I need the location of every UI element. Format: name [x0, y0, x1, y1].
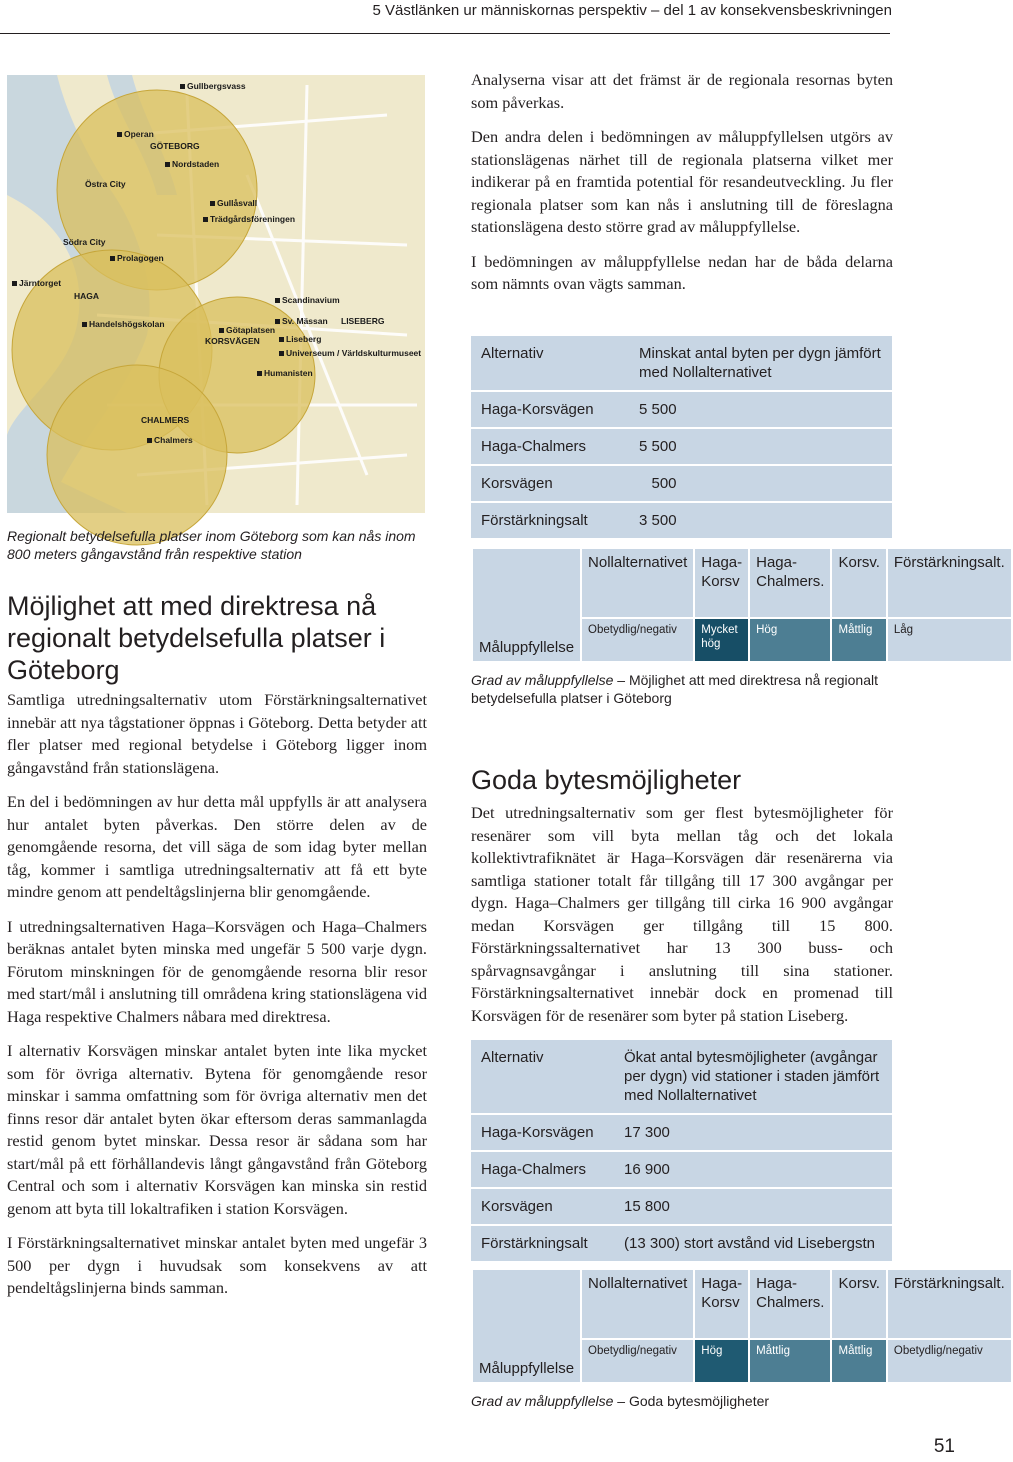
grade-header-cell: Haga-Korsv — [695, 1270, 748, 1338]
table-cell: Haga-Korsvägen — [471, 392, 631, 427]
table-row — [471, 466, 892, 501]
table-header-cell: Alternativ — [471, 1040, 616, 1113]
grade-header-cell: Nollalternativet — [582, 549, 693, 617]
grade-header-cell: Korsv. — [832, 549, 885, 617]
grade-value-cell: Obetydlig/negativ — [582, 619, 693, 661]
map-label: HAGA — [74, 291, 100, 301]
paragraph: I Förstärkningsalternativet minskar antalet byten med ungefär 3 500 per dygn i huvudsak som konsekvens av att pendeltågslinjerna binds samman. — [7, 1233, 427, 1297]
table-header-cell: Alternativ — [471, 336, 631, 390]
paragraph: Den andra delen i bedömningen av måluppfyllelsen utgörs av stationslägenas närhet till de regionala platserna vilket mer indikerar på en framtida potential för resandeutveckling. Ju fler regionala platser som kan nås i anslutning till de föreslagna stationslägena desto större grad av måluppfyllelse. — [471, 127, 893, 236]
map-label: CHALMERS — [141, 415, 190, 425]
table-cell: 5 500 — [631, 429, 892, 464]
grade-header-row — [473, 549, 1011, 617]
grade-value-cell: Måttlig — [750, 1340, 830, 1382]
section-body-bytesmojligheter — [471, 802, 893, 1039]
map-label: Järntorget — [19, 278, 62, 288]
map-label: LISEBERG — [341, 316, 385, 326]
paragraph: Samtliga utredningsalternativ utom Förstärkningsalternativet innebär att nya tågstationer öppnas i Göteborg. Detta betyder att fler platser med regional betydelse i Göteborg ligger inom gångavstånd från stationslägena. — [7, 690, 427, 777]
map-label: Chalmers — [154, 435, 193, 445]
map-label: Östra City — [85, 179, 126, 189]
grade-value-cell: Hög — [695, 1340, 748, 1382]
alternatives-table — [471, 334, 892, 540]
page-number: 51 — [933, 1436, 955, 1457]
grade-header-cell: Haga-Korsv — [695, 549, 748, 617]
table-header-cell: Ökat antal bytesmöjligheter (avgångar per dygn) vid stationer i staden jämfört med Nollalternativet — [616, 1040, 892, 1113]
grade-header-cell: Förstärkningsalt. — [888, 549, 1011, 617]
grade-header-cell: Haga-Chalmers. — [750, 1270, 830, 1338]
map-graphic — [7, 75, 425, 513]
map-label: Gullbergsvass — [187, 81, 246, 91]
table-cell: 17 300 — [616, 1115, 892, 1150]
table-cell: Haga-Chalmers — [471, 1152, 616, 1187]
paragraph: Det utredningsalternativ som ger flest bytesmöjligheter för resenärer som vill byta mellan tåg och det lokala kollektivtrafiknätet är Haga–Korsvägen där resenärerna via samtliga stationer totalt får tillgång till 17 300 avgångar per dygn. Haga–Chalmers ger tillgång till cirka 16 900 avgångar medan Korsvägen ger tillgång till 15 800. Förstärkningssalternativet har 13 300 buss- och spårvagnsavgångar i anslutning till sina stationer. Förstärkningsalternativet innebär dock en promenad till Korsvägen för de resenärer som byter på station Liseberg. — [471, 803, 893, 1025]
grade-value-cell: Måttlig — [832, 1340, 885, 1382]
table-row — [471, 1226, 892, 1261]
table-header-row — [471, 1040, 892, 1113]
grade-value-cell: Måttlig — [832, 619, 885, 661]
table-cell: 5 500 — [631, 392, 892, 427]
map-label: Götaplatsen — [226, 325, 276, 335]
grade-header-cell: Haga-Chalmers. — [750, 549, 830, 617]
map-label: GÖTEBORG — [150, 141, 200, 151]
map-label: Gullåsvall — [217, 198, 258, 208]
table-row — [471, 429, 892, 464]
grade-row-label: Måluppfyllelse — [473, 1270, 580, 1382]
paragraph: Analyserna visar att det främst är de regionala resornas byten som påverkas. — [471, 70, 893, 112]
grade-table — [471, 547, 1013, 663]
section-heading-direktresa: Möjlighet att med direktresa nå regionalt betydelsefulla platser i Göteborg — [7, 591, 386, 685]
table-cell: (13 300) stort avstånd vid Lisebergstn — [616, 1226, 892, 1261]
map-label: Operan — [124, 129, 154, 139]
paragraph: I bedömningen av måluppfyllelse nedan har de båda delarna som nämnts ovan vägts samman. — [471, 251, 893, 293]
paragraph: I utredningsalternativen Haga–Korsvägen och Haga–Chalmers beräknas antalet byten minska med ungefär 5 500 varje dygn. Förutom minskningen för de genomgående resorna blir resor med start/mål i anslutning till områdena kring stationslägena vid Haga respektive Chalmers nåbara med direktresa. — [7, 916, 427, 1026]
map-image — [7, 75, 425, 513]
grade-table-bytesmojligheter — [471, 1268, 1005, 1410]
table-row — [471, 1115, 892, 1150]
map-label: Sv. Mässan — [282, 316, 328, 326]
map-label: Nordstaden — [172, 159, 220, 169]
table-header-row — [471, 336, 892, 390]
grade-value-cell: Mycket hög — [695, 619, 748, 661]
table-cell: 3 500 — [631, 503, 892, 538]
table-row — [471, 503, 892, 538]
map-label: Liseberg — [286, 334, 322, 344]
map-label: Prolagogen — [117, 253, 164, 263]
table-cell: Haga-Korsvägen — [471, 1115, 616, 1150]
running-header: 5 Västlänken ur människornas perspektiv – del 1 av konsekvensbeskrivningen — [372, 2, 892, 19]
map-label: Humanisten — [264, 368, 313, 378]
grade-header-row — [473, 1270, 1011, 1338]
grade-caption — [471, 1392, 893, 1410]
table-cell: Förstärkningsalt — [471, 503, 631, 538]
table-byten — [471, 334, 893, 540]
table-row — [471, 392, 892, 427]
grade-value-cell: Obetydlig/negativ — [582, 1340, 693, 1382]
grade-header-cell: Förstärkningsalt. — [888, 1270, 1011, 1338]
grade-value-cell: Obetydlig/negativ — [888, 1340, 1011, 1382]
alternatives-table — [471, 1038, 892, 1263]
table-cell: 500 — [631, 466, 892, 501]
table-cell: Korsvägen — [471, 1189, 616, 1224]
table-cell: Korsvägen — [471, 466, 631, 501]
table-header-cell: Minskat antal byten per dygn jämfört med Nollalternativet — [631, 336, 892, 390]
grade-value-cell: Hög — [750, 619, 830, 661]
grade-caption-italic: Grad av måluppfyllelse — [471, 1393, 614, 1409]
grade-caption-text: – Goda bytesmöjligheter — [613, 1393, 770, 1409]
table-bytesmojligheter — [471, 1038, 893, 1263]
grade-table-direktresa — [471, 547, 1005, 707]
map-label: KORSVÄGEN — [205, 336, 260, 346]
map-label: Scandinavium — [282, 295, 340, 305]
map-label: Södra City — [63, 237, 106, 247]
grade-header-cell: Nollalternativet — [582, 1270, 693, 1338]
table-cell: Haga-Chalmers — [471, 429, 631, 464]
table-row — [471, 1189, 892, 1224]
map-caption: Regionalt betydelsefulla platser inom Göteborg som kan nås inom 800 meters gångavstånd från respektive station — [7, 528, 416, 562]
grade-caption — [471, 671, 893, 707]
grade-caption-text: – Möjlighet att med direktresa nå regionalt betydelsefulla platser i Göteborg — [471, 672, 878, 706]
table-cell: 16 900 — [616, 1152, 892, 1187]
grade-caption-italic: Grad av måluppfyllelse — [471, 672, 614, 688]
paragraph: I alternativ Korsvägen minskar antalet byten inte lika mycket som för övriga alternativ. Bytena för genomgående resor minskar i samma omfattning som för övriga alternativ men det finns resor där antalet byten ökar eftersom deras sammanlagda restid genom bytet minskar. Dessa resor är sådana som har start/mål på ett förhållandevis långt gångavstånd från Göteborg Central och som i alternativ Korsvägen kan minska sin restid genom att byta till lokaltrafiken i station Korsvägen. — [7, 1041, 427, 1218]
table-row — [471, 1152, 892, 1187]
grade-value-cell: Låg — [888, 619, 1011, 661]
section-body-direktresa — [7, 689, 427, 1312]
header-rule — [0, 33, 890, 34]
paragraph: En del i bedömningen av hur detta mål uppfylls är att analysera hur antalet byten påverkas. Den större delen av de genomgående resorna, det vill säga de som idag byter mellan tåg, kommer i samtliga utredningsalternativ att få ett byte mindre genom att pendeltågslinjerna blir genomgående. — [7, 792, 427, 901]
section-heading-bytesmojligheter: Goda bytesmöjligheter — [471, 765, 742, 795]
map-label: Universeum / Världskulturmuseet — [286, 348, 422, 358]
right-intro — [471, 69, 893, 308]
table-cell: Förstärkningsalt — [471, 1226, 616, 1261]
map-label: Trädgårdsföreningen — [210, 214, 296, 224]
table-cell: 15 800 — [616, 1189, 892, 1224]
grade-row-label: Måluppfyllelse — [473, 549, 580, 661]
map-label: Handelshögskolan — [89, 319, 165, 329]
grade-table — [471, 1268, 1013, 1384]
grade-header-cell: Korsv. — [832, 1270, 885, 1338]
